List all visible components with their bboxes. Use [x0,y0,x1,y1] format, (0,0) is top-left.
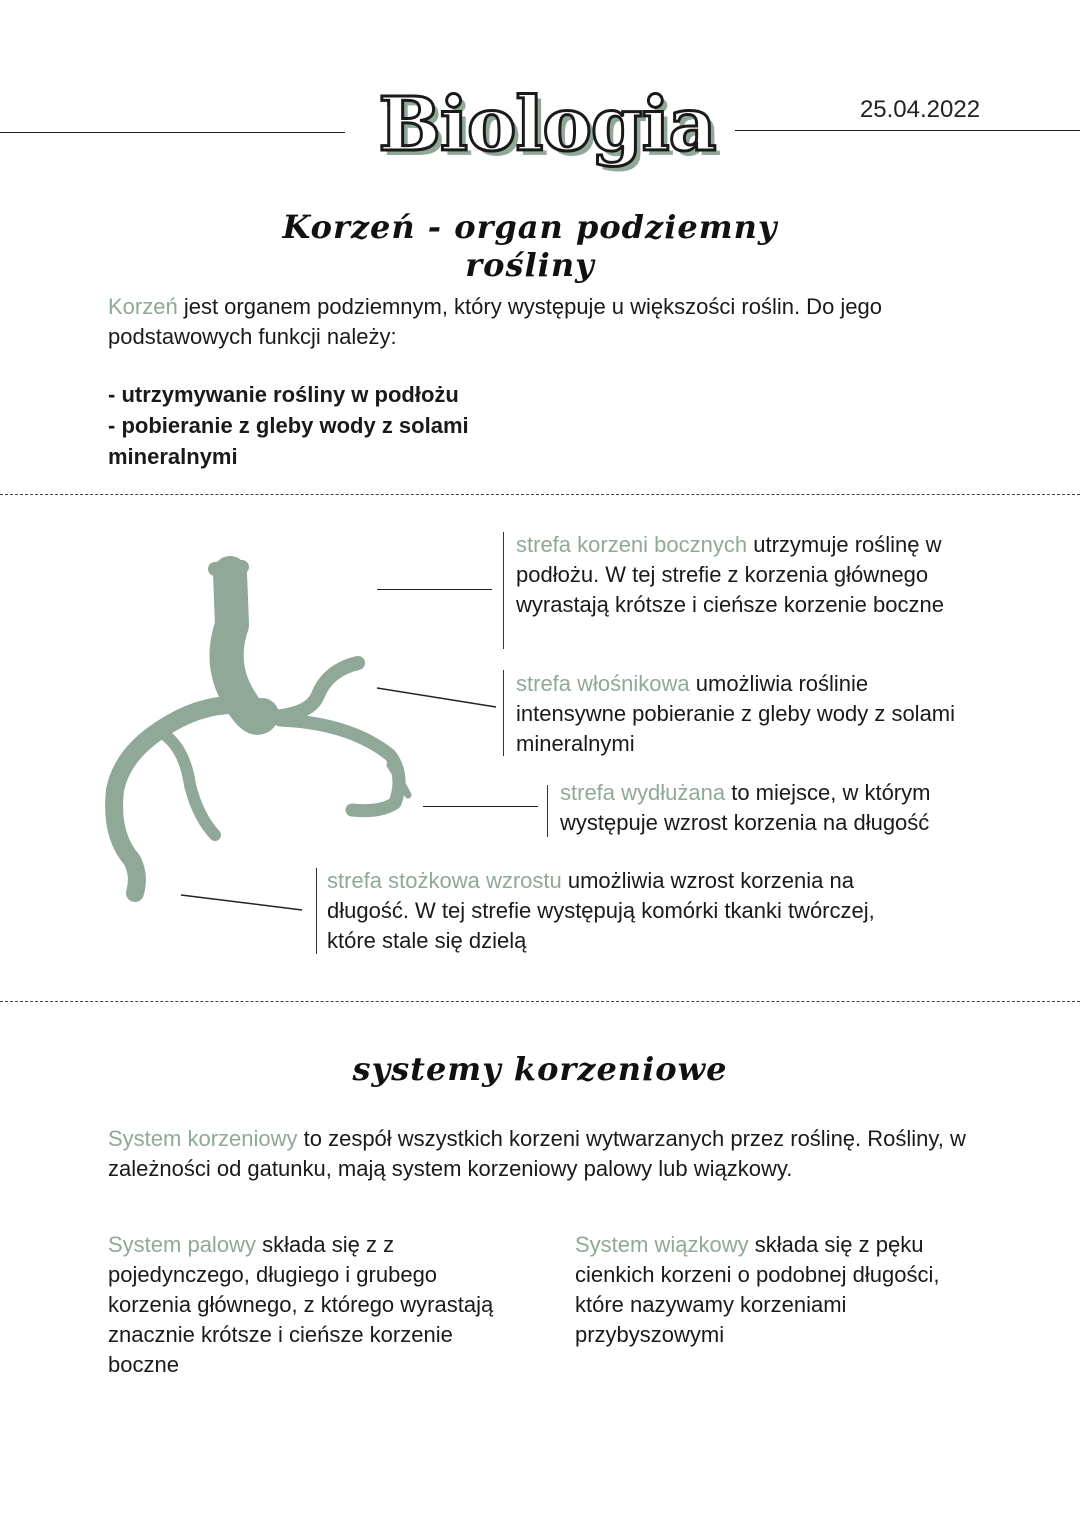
zone-text-wydluzana [560,778,1000,838]
pointer-line-4 [180,893,304,913]
intro-paragraph [108,292,908,352]
pointer-line-3 [423,806,538,807]
root-branch-left [114,705,240,893]
zone-desc-4: umożliwia wzrost korzenia na długość. W tej strefie występują komórki tkanki twórczej, które stale się dzielą [327,868,875,953]
system-wiazkowy-term: System wiązkowy [575,1232,749,1257]
zone-desc-1: utrzymuje roślinę w podłożu. W tej strefie z korzenia głównego wyrastają krótsze i cieńsze korzenie boczne [516,532,944,617]
zone-text-korzeni-bocznych [516,530,956,620]
zone-bar-1 [503,532,504,649]
zone-term-4: strefa stożkowa wzrostu [327,868,562,893]
divider-2 [0,1001,1080,1002]
root-illustration [90,555,430,915]
zone-text-stozkowa [327,866,887,956]
brand-title: Biologia [378,82,716,168]
function-item-1: - utrzymywanie rośliny w podłożu [108,382,459,407]
section-title-systemy: systemy korzeniowe [352,1050,728,1088]
zone-desc-2: umożliwia roślinie intensywne pobieranie z gleby wody z solami mineralnymi [516,671,956,756]
divider-1 [0,494,1080,495]
section-title-korzen: Korzeń - organ podziemny rośliny [282,208,778,284]
root-branch-right-up [270,663,358,717]
function-item-3: mineralnymi [108,444,238,469]
zone-bar-4 [316,868,317,954]
system-wiazkowy [575,1230,985,1350]
systems-intro-text: to zespół wszystkich korzeni wytwarzanych przez roślinę. Rośliny, w zależności od gatunku, mają system korzeniowy palowy lub wiązkowy. [108,1126,966,1181]
zone-term-2: strefa włośnikowa [516,671,690,696]
zone-bar-2 [503,670,504,756]
date: 25.04.2022 [859,96,981,123]
system-palowy-text: składa się z z pojedynczego, długiego i grubego korzenia głównego, z którego wyrastają znacznie krótsze i cieńsze korzenie boczne [108,1232,494,1377]
root-crown [215,567,242,569]
header-rule-left [0,132,345,133]
zone-term-3: strefa wydłużana [560,780,726,805]
intro-text: jest organem podziemnym, który występuje u większości roślin. Do jego podstawowych funkcji należy: [108,294,883,349]
zone-desc-3: to miejsce, w którym występuje wzrost korzenia na długość [560,780,931,835]
pointer-line-2 [376,686,498,710]
system-wiazkowy-text: składa się z pęku cienkich korzeni o podobnej długości, które nazywamy korzeniami przybyszowymi [575,1232,940,1347]
systems-intro [108,1124,1008,1184]
zone-term-1: strefa korzeni bocznych [516,532,748,557]
intro-term: Korzeń [108,294,178,319]
pointer-line-1 [377,589,492,590]
root-branch-right-down [280,720,399,811]
system-palowy-term: System palowy [108,1232,256,1257]
system-palowy [108,1230,508,1380]
zone-bar-3 [547,785,548,837]
zone-text-wlosnikowa [516,669,956,759]
header-rule-right [735,130,1080,131]
function-item-2: - pobieranie z gleby wody z solami [108,413,469,438]
root-branch-left-inner [165,735,215,835]
systems-intro-term: System korzeniowy [108,1126,298,1151]
